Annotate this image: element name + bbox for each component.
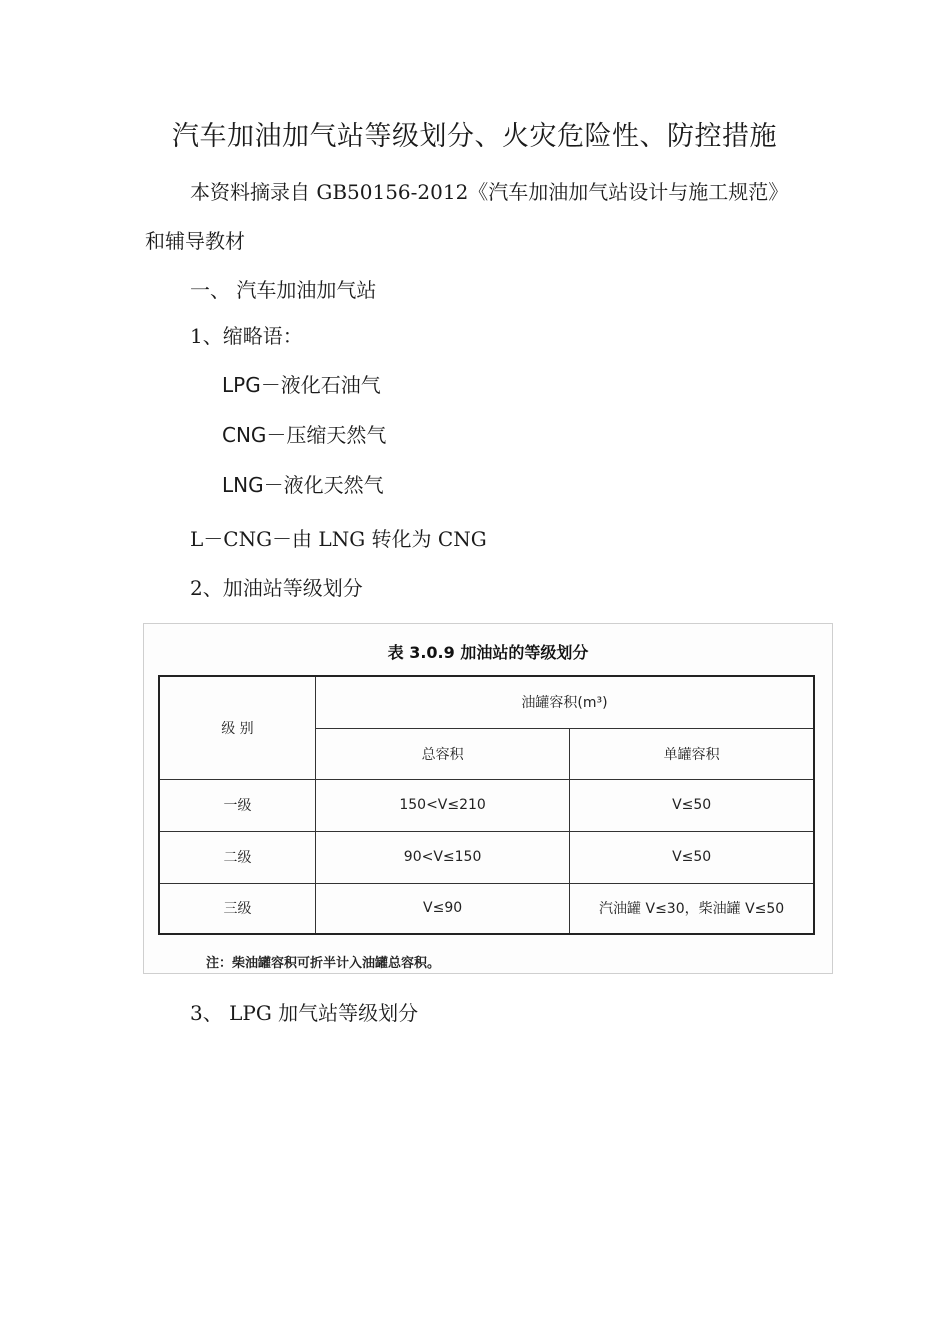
- row-grade: 三级: [159, 883, 315, 934]
- header-volume: 油罐容积(m³): [315, 676, 814, 728]
- table-row: [159, 779, 814, 831]
- row-total: 150<V≤210: [315, 779, 569, 831]
- abbreviations-heading: 1、缩略语：: [190, 324, 303, 348]
- abbreviation-l-cng: L－CNG－由 LNG 转化为 CNG: [190, 527, 487, 551]
- lpg-grade-heading: 3、 LPG 加气站等级划分: [190, 1001, 419, 1025]
- table-note: 注：柴油罐容积可折半计入油罐总容积。: [206, 956, 441, 971]
- grade-table: [158, 675, 815, 935]
- grade-table-figure: [143, 623, 833, 974]
- row-single: V≤50: [570, 779, 814, 831]
- grade-heading: 2、加油站等级划分: [190, 576, 363, 600]
- abbreviation-lng: LNG－液化天然气: [222, 473, 384, 497]
- page-title: 汽车加油加气站等级划分、火灾危险性、防控措施: [172, 121, 777, 152]
- row-single: V≤50: [570, 831, 814, 883]
- row-grade: 一级: [159, 779, 315, 831]
- row-grade: 二级: [159, 831, 315, 883]
- header-total: 总容积: [315, 728, 569, 779]
- intro-line-1: 本资料摘录自 GB50156-2012《汽车加油加气站设计与施工规范》: [190, 180, 789, 204]
- section-heading: 一、 汽车加油加气站: [190, 278, 377, 302]
- table-row: [159, 831, 814, 883]
- row-single: 汽油罐 V≤30，柴油罐 V≤50: [570, 883, 814, 934]
- abbreviation-cng: CNG－压缩天然气: [222, 423, 387, 447]
- header-single: 单罐容积: [570, 728, 814, 779]
- row-total: V≤90: [315, 883, 569, 934]
- intro-line-2: 和辅导教材: [145, 229, 245, 253]
- abbreviation-lpg: LPG－液化石油气: [222, 373, 381, 397]
- table-caption: 表 3.0.9 加油站的等级划分: [387, 643, 589, 662]
- header-grade: 级 别: [159, 676, 315, 779]
- row-total: 90<V≤150: [315, 831, 569, 883]
- table-row: [159, 883, 814, 934]
